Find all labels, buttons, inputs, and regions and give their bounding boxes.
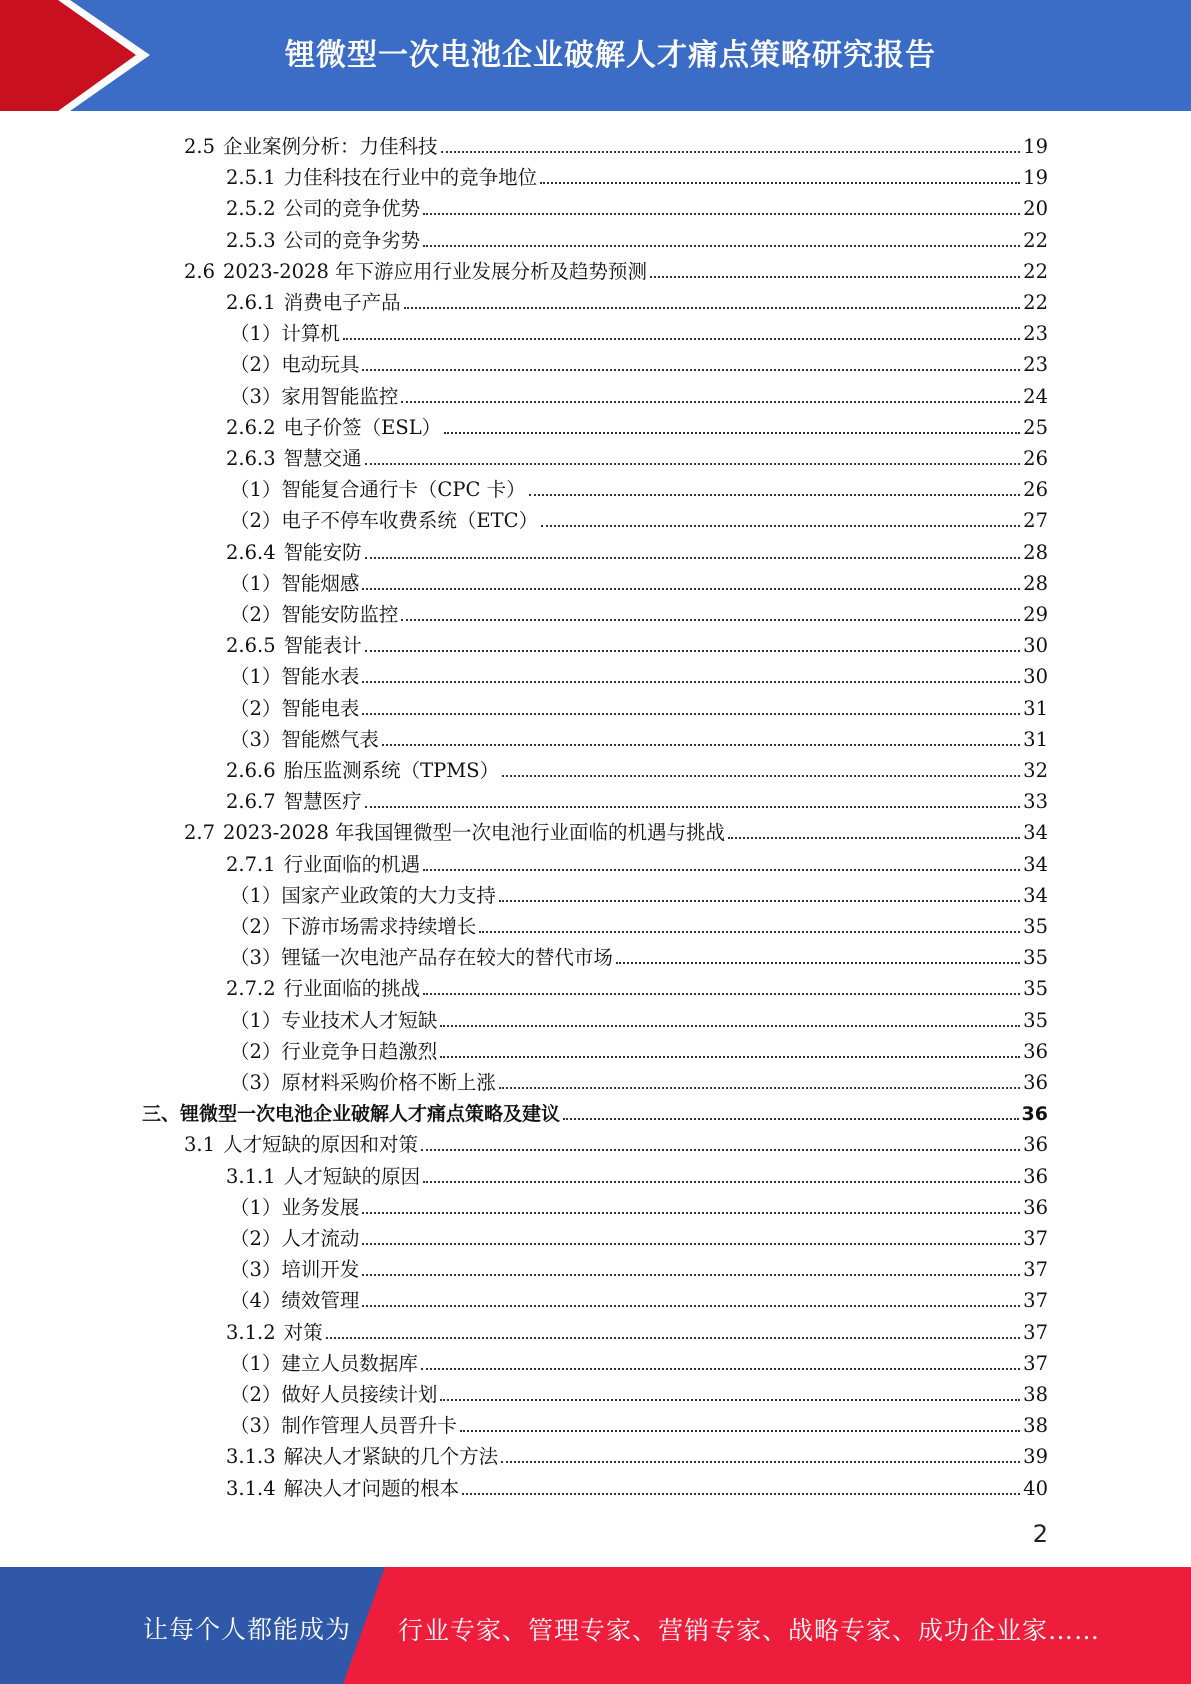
toc-dot-leader: [423, 869, 1020, 871]
toc-entry-page: 38: [1023, 1414, 1048, 1438]
toc-entry[interactable]: [230, 1033, 1048, 1064]
toc-entry-page: 30: [1023, 665, 1048, 689]
toc-dot-leader: [460, 1430, 1020, 1432]
toc-entry[interactable]: [230, 1376, 1048, 1407]
toc-dot-leader: [440, 1056, 1020, 1058]
toc-entry[interactable]: [226, 1470, 1048, 1501]
toc-entry-page: 22: [1023, 291, 1048, 314]
toc-dot-leader: [499, 1087, 1020, 1089]
toc-dot-leader: [362, 681, 1020, 683]
toc-dot-leader: [365, 557, 1021, 559]
toc-entry[interactable]: [226, 1158, 1048, 1189]
toc-entry-title: 2023-2028 年我国锂微型一次电池行业面临的机遇与挑战: [223, 821, 726, 845]
toc-entry-page: 36: [1023, 1071, 1048, 1094]
toc-entry[interactable]: [230, 690, 1048, 721]
toc-entry[interactable]: [226, 159, 1048, 190]
toc-entry-title: 电子不停车收费系统（ETC）: [281, 509, 539, 533]
toc-entry[interactable]: [230, 346, 1048, 377]
toc-entry-title: 原材料采购价格不断上涨: [281, 1071, 496, 1094]
toc-entry-page: 19: [1023, 135, 1048, 158]
toc-entry-number: （2）: [230, 1383, 282, 1406]
toc-entry-number: 2.6.3: [226, 447, 276, 470]
toc-entry-page: 19: [1023, 166, 1048, 190]
toc-entry-page: 22: [1023, 259, 1048, 283]
toc-entry-title: 胎压监测系统（TPMS）: [283, 759, 500, 782]
toc-entry[interactable]: [184, 253, 1048, 284]
toc-entry[interactable]: [230, 378, 1048, 409]
toc-entry-page: 37: [1023, 1320, 1048, 1344]
toc-entry-number: （2）: [230, 1039, 282, 1063]
toc-entry[interactable]: [226, 627, 1048, 658]
toc-dot-leader: [365, 650, 1021, 652]
toc-entry-number: 2.7: [184, 821, 216, 845]
toc-entry-page: 38: [1023, 1383, 1048, 1406]
toc-entry-page: 35: [1023, 1008, 1048, 1032]
toc-entry-title: 电子价签（ESL）: [283, 415, 442, 439]
toc-dot-leader: [423, 213, 1020, 215]
toc-entry[interactable]: [184, 814, 1048, 845]
toc-entry[interactable]: [230, 1407, 1048, 1438]
toc-entry-page: 36: [1023, 1164, 1048, 1188]
toc-entry-number: 2.6: [184, 259, 216, 283]
toc-entry[interactable]: [226, 1438, 1048, 1469]
toc-entry-title: 智能安防: [283, 540, 362, 564]
toc-entry-page: 31: [1023, 696, 1048, 720]
toc-dot-leader: [343, 338, 1020, 340]
toc-entry-title: 行业面临的挑战: [283, 977, 421, 1001]
toc-entry-page: 23: [1023, 353, 1048, 377]
toc-dot-leader: [362, 1305, 1020, 1307]
toc-entry-page: 20: [1023, 197, 1048, 221]
toc-entry-page: 29: [1023, 603, 1048, 626]
toc-entry-number: （2）: [230, 1227, 282, 1250]
toc-dot-leader: [563, 1118, 1019, 1120]
toc-entry[interactable]: [230, 1002, 1048, 1033]
page-footer: [0, 1567, 1191, 1684]
toc-dot-leader: [499, 900, 1020, 902]
toc-entry-title: 培训开发: [281, 1258, 360, 1282]
toc-entry-title: 智能水表: [281, 665, 360, 689]
toc-entry-title: 智慧医疗: [283, 790, 362, 814]
toc-entry-number: 2.6.5: [226, 634, 276, 658]
toc-entry-title: 锂微型一次电池企业破解人才痛点策略及建议: [180, 1103, 561, 1126]
toc-entry-page: 22: [1023, 228, 1048, 252]
toc-entry-number: （4）: [230, 1289, 282, 1313]
toc-entry-page: 37: [1023, 1258, 1048, 1282]
toc-dot-leader: [362, 1243, 1020, 1245]
toc-entry[interactable]: [226, 190, 1048, 221]
toc-entry-title: 人才短缺的原因和对策: [223, 1133, 419, 1157]
toc-entry[interactable]: [184, 1126, 1048, 1157]
toc-entry-page: 30: [1023, 634, 1048, 658]
toc-dot-leader: [365, 806, 1021, 808]
toc-entry-title: 绩效管理: [281, 1289, 360, 1313]
toc-entry[interactable]: [226, 409, 1048, 440]
toc-entry-number: （2）: [230, 696, 282, 720]
toc-entry[interactable]: [226, 783, 1048, 814]
toc-entry[interactable]: [226, 534, 1048, 565]
toc-dot-leader: [401, 619, 1020, 621]
toc-entry-number: （3）: [230, 1258, 282, 1282]
toc-entry-title: 2023-2028 年下游应用行业发展分析及趋势预测: [223, 259, 648, 283]
toc-entry-page: 37: [1023, 1351, 1048, 1375]
toc-entry-title: 电动玩具: [281, 353, 360, 377]
toc-entry[interactable]: [230, 1220, 1048, 1251]
footer-slogan-right: 行业专家、管理专家、营销专家、战略专家、成功企业家……: [398, 1616, 1101, 1645]
toc-entry[interactable]: [230, 502, 1048, 533]
toc-entry-title: 智能烟感: [281, 571, 360, 595]
toc-dot-leader: [421, 1368, 1020, 1370]
toc-entry-number: （3）: [230, 1414, 282, 1438]
toc-dot-leader: [444, 432, 1020, 434]
toc-entry-title: 家用智能监控: [281, 384, 399, 408]
toc-entry-number: 3.1.1: [226, 1164, 276, 1188]
toc-entry-title: 制作管理人员晋升卡: [281, 1414, 457, 1438]
toc-entry-page: 27: [1023, 509, 1048, 533]
toc-entry-number: （3）: [230, 384, 282, 408]
document-title: 锂微型一次电池企业破解人才痛点策略研究报告: [285, 38, 936, 73]
page-header: [0, 0, 1191, 111]
toc-entry[interactable]: [226, 970, 1048, 1001]
toc-entry[interactable]: [230, 1251, 1048, 1282]
toc-dot-leader: [462, 1493, 1020, 1495]
toc-entry-number: （3）: [230, 1071, 282, 1094]
toc-entry-title: 建立人员数据库: [281, 1351, 418, 1375]
toc-entry-number: （1）: [230, 1351, 282, 1375]
toc-dot-leader: [362, 588, 1020, 590]
toc-entry[interactable]: [230, 1345, 1048, 1376]
toc-entry-page: 34: [1023, 852, 1048, 876]
toc-dot-leader: [529, 494, 1021, 496]
toc-entry[interactable]: [230, 1282, 1048, 1313]
toc-entry-title: 力佳科技在行业中的竞争地位: [283, 166, 538, 190]
toc-entry-number: （1）: [230, 478, 282, 502]
toc-entry[interactable]: [230, 1189, 1048, 1220]
toc-entry-number: 2.6.4: [226, 540, 276, 564]
toc-entry-page: 37: [1023, 1227, 1048, 1250]
toc-dot-leader: [362, 1274, 1020, 1276]
toc-entry-page: 24: [1023, 384, 1048, 408]
toc-entry-number: 2.5.2: [226, 197, 276, 221]
toc-entry-page: 23: [1023, 322, 1048, 346]
toc-dot-leader: [441, 151, 1021, 153]
toc-entry-number: 2.6.7: [226, 790, 276, 814]
toc-entry-number: （1）: [230, 1195, 282, 1219]
toc-entry-page: 37: [1023, 1289, 1048, 1313]
toc-entry-title: 行业竞争日趋激烈: [281, 1039, 438, 1063]
toc-dot-leader: [404, 307, 1021, 309]
toc-entry-page: 39: [1023, 1445, 1048, 1469]
toc-entry[interactable]: [226, 284, 1048, 315]
toc-dot-leader: [502, 775, 1020, 777]
toc-entry-number: （1）: [230, 322, 282, 346]
toc-entry-title: 国家产业政策的大力支持: [281, 883, 496, 907]
toc-dot-leader: [501, 1461, 1020, 1463]
toc-entry-page: 36: [1021, 1103, 1048, 1126]
page-number: 2: [1032, 1520, 1048, 1548]
toc-entry-page: 28: [1023, 571, 1048, 595]
toc-entry[interactable]: [230, 565, 1048, 596]
toc-entry-page: 26: [1023, 447, 1048, 470]
toc-entry-title: 解决人才紧缺的几个方法: [283, 1445, 499, 1469]
toc-entry-number: 2.6.1: [226, 291, 276, 314]
toc-entry[interactable]: [226, 752, 1048, 783]
toc-entry[interactable]: [230, 939, 1048, 970]
toc-entry-title: 锂锰一次电池产品存在较大的替代市场: [281, 946, 613, 970]
toc-entry[interactable]: [230, 596, 1048, 627]
toc-entry[interactable]: [184, 128, 1048, 159]
toc-entry-page: 34: [1023, 821, 1048, 845]
toc-entry-number: （1）: [230, 883, 282, 907]
toc-entry-number: （1）: [230, 1008, 282, 1032]
toc-entry-page: 35: [1023, 977, 1048, 1001]
toc-entry-title: 计算机: [281, 322, 340, 346]
toc-entry[interactable]: [230, 1064, 1048, 1095]
toc-entry-page: 25: [1023, 415, 1048, 439]
toc-entry-number: （2）: [230, 509, 282, 533]
toc-entry-title: 智能电表: [281, 696, 360, 720]
toc-entry-number: 3.1.2: [226, 1320, 276, 1344]
toc-entry-number: 2.5.3: [226, 228, 276, 252]
toc-entry-number: 2.5.1: [226, 166, 276, 190]
toc-dot-leader: [440, 1399, 1020, 1401]
toc-entry-number: （3）: [230, 727, 282, 751]
toc-entry-number: 3.1: [184, 1133, 216, 1157]
toc-entry[interactable]: [230, 877, 1048, 908]
toc-entry[interactable]: [230, 908, 1048, 939]
toc-dot-leader: [401, 401, 1020, 403]
toc-entry-title: 人才短缺的原因: [283, 1164, 421, 1188]
toc-entry-number: 3.1.3: [226, 1445, 276, 1469]
toc-dot-leader: [541, 525, 1020, 527]
toc-entry-page: 31: [1023, 727, 1048, 751]
toc-entry[interactable]: [226, 222, 1048, 253]
toc-entry-number: 2.6.2: [226, 415, 276, 439]
toc-dot-leader: [423, 993, 1020, 995]
toc-entry[interactable]: [230, 721, 1048, 752]
toc-entry[interactable]: [230, 315, 1048, 346]
toc-entry-title: 智能表计: [283, 634, 362, 658]
toc-entry-title: 公司的竞争优势: [283, 197, 421, 221]
toc-dot-leader: [423, 245, 1020, 247]
toc-entry-title: 行业面临的机遇: [283, 852, 421, 876]
toc-entry-page: 32: [1023, 759, 1048, 782]
toc-entry-title: 企业案例分析：力佳科技: [223, 135, 438, 158]
toc-entry-number: 三、: [142, 1103, 181, 1126]
toc-entry[interactable]: [230, 471, 1048, 502]
toc-dot-leader: [365, 463, 1021, 465]
toc-entry-page: 35: [1023, 946, 1048, 970]
toc-entry-title: 智慧交通: [283, 447, 362, 470]
toc-entry-number: 2.6.6: [226, 759, 276, 782]
toc-entry-title: 专业技术人才短缺: [281, 1008, 438, 1032]
toc-entry-page: 33: [1023, 790, 1048, 814]
toc-entry-number: 3.1.4: [226, 1476, 276, 1500]
toc-dot-leader: [326, 1337, 1021, 1339]
toc-entry-page: 28: [1023, 540, 1048, 564]
toc-entry-title: 智能复合通行卡（CPC 卡）: [281, 478, 526, 502]
toc-dot-leader: [616, 962, 1020, 964]
toc-entry-title: 消费电子产品: [283, 291, 401, 314]
toc-entry-title: 解决人才问题的根本: [283, 1476, 460, 1500]
toc-dot-leader: [440, 1025, 1020, 1027]
toc-entry-number: （1）: [230, 571, 282, 595]
toc-entry[interactable]: [226, 1314, 1048, 1345]
toc-dot-leader: [728, 837, 1020, 839]
toc-entry-title: 智能安防监控: [281, 603, 399, 626]
toc-entry-number: （2）: [230, 603, 282, 626]
toc-entry-page: 36: [1023, 1133, 1048, 1157]
toc-entry-page: 36: [1023, 1039, 1048, 1063]
toc-dot-leader: [421, 1149, 1020, 1151]
toc-entry[interactable]: [142, 1095, 1048, 1126]
toc-entry[interactable]: [226, 846, 1048, 877]
toc-entry[interactable]: [226, 440, 1048, 471]
toc-dot-leader: [362, 369, 1020, 371]
toc-entry-number: （2）: [230, 915, 282, 938]
toc-entry-title: 业务发展: [281, 1195, 360, 1219]
toc-entry-page: 26: [1023, 478, 1048, 502]
toc-entry-number: 2.5: [184, 135, 216, 158]
toc-entry-title: 人才流动: [281, 1227, 360, 1250]
toc-dot-leader: [382, 744, 1020, 746]
toc-entry-title: 对策: [283, 1320, 323, 1344]
toc-dot-leader: [362, 713, 1020, 715]
toc-entry-number: 2.7.1: [226, 852, 276, 876]
toc-dot-leader: [479, 931, 1020, 933]
toc-entry[interactable]: [230, 658, 1048, 689]
toc-entry-title: 智能燃气表: [281, 727, 379, 751]
toc-dot-leader: [540, 182, 1020, 184]
toc-entry-page: 36: [1023, 1195, 1048, 1219]
toc-entry-number: （3）: [230, 946, 282, 970]
toc-entry-page: 35: [1023, 915, 1048, 938]
toc-entry-title: 下游市场需求持续增长: [281, 915, 477, 938]
toc-entry-title: 公司的竞争劣势: [283, 228, 421, 252]
toc-entry-number: （2）: [230, 353, 282, 377]
toc-dot-leader: [650, 276, 1020, 278]
toc-entry-number: （1）: [230, 665, 282, 689]
footer-slogan-left: 让每个人都能成为: [143, 1615, 352, 1644]
toc-entry-number: 2.7.2: [226, 977, 276, 1001]
toc-dot-leader: [362, 1212, 1020, 1214]
toc-entry-page: 34: [1023, 883, 1048, 907]
toc-entry-title: 做好人员接续计划: [281, 1383, 438, 1406]
toc-entry-page: 40: [1023, 1476, 1048, 1500]
toc-dot-leader: [423, 1181, 1020, 1183]
